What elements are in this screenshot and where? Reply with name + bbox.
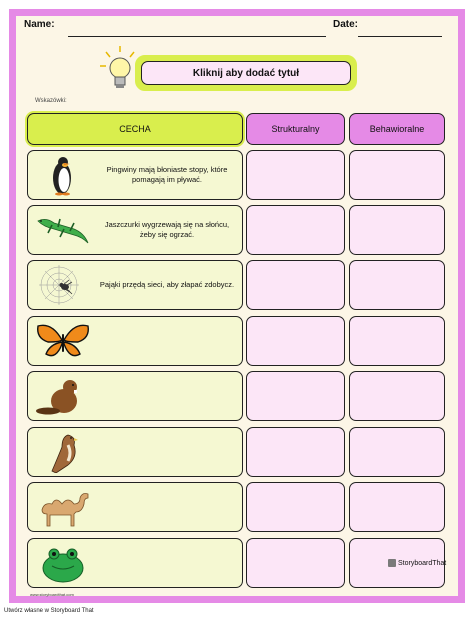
feature-text: Pingwiny mają błoniaste stopy, które pomagają im pływać. xyxy=(106,164,228,184)
penguin-icon xyxy=(34,154,92,196)
structural-cell[interactable] xyxy=(246,482,345,532)
date-field[interactable] xyxy=(358,36,442,37)
feature-cell[interactable] xyxy=(27,260,243,310)
feature-cell[interactable] xyxy=(27,371,243,421)
frog-icon xyxy=(34,542,92,584)
feature-cell[interactable] xyxy=(27,316,243,366)
worksheet-title[interactable]: Kliknij aby dodać tytuł xyxy=(141,61,351,85)
hint-label: Wskazówki: xyxy=(35,98,67,104)
column-header-behavioral: Behawioralne xyxy=(349,113,445,145)
feature-text: Jaszczurki wygrzewają się na słońcu, żeby się ogrzać. xyxy=(104,219,230,239)
feature-text: Pająki przędą sieci, aby złapać zdobycz. xyxy=(99,279,235,289)
behavioral-cell[interactable] xyxy=(349,316,445,366)
logo-text: StoryboardThat xyxy=(398,559,447,567)
feature-cell[interactable] xyxy=(27,205,243,255)
structural-cell[interactable] xyxy=(246,150,345,200)
behavioral-cell[interactable] xyxy=(349,205,445,255)
feature-cell[interactable] xyxy=(27,150,243,200)
column-header-structural: Strukturalny xyxy=(246,113,345,145)
name-field[interactable] xyxy=(68,36,326,37)
behavioral-cell[interactable] xyxy=(349,150,445,200)
date-label: Date: xyxy=(333,19,359,30)
storyboardthat-logo xyxy=(388,558,448,568)
structural-cell[interactable] xyxy=(246,427,345,477)
storyboardthat-logo-icon xyxy=(388,559,396,567)
website-url: www.storyboardthat.com xyxy=(30,592,74,597)
structural-cell[interactable] xyxy=(246,371,345,421)
name-label: Name: xyxy=(24,19,55,30)
feature-cell[interactable] xyxy=(27,482,243,532)
structural-cell[interactable] xyxy=(246,205,345,255)
lizard-icon xyxy=(34,209,92,251)
behavioral-cell[interactable] xyxy=(349,260,445,310)
title-box[interactable] xyxy=(135,55,357,91)
structural-cell[interactable] xyxy=(246,538,345,588)
camel-icon xyxy=(34,486,92,528)
structural-cell[interactable] xyxy=(246,316,345,366)
behavioral-cell[interactable] xyxy=(349,371,445,421)
column-header-feature: CECHA xyxy=(27,113,243,145)
feature-cell[interactable] xyxy=(27,538,243,588)
beaver-icon xyxy=(34,375,92,417)
butterfly-icon xyxy=(34,320,92,362)
behavioral-cell[interactable] xyxy=(349,427,445,477)
behavioral-cell[interactable] xyxy=(349,482,445,532)
hawk-icon xyxy=(34,431,92,473)
footer-credit[interactable]: Utwórz własne w Storyboard That xyxy=(4,608,94,614)
feature-cell[interactable] xyxy=(27,427,243,477)
structural-cell[interactable] xyxy=(246,260,345,310)
spider-icon xyxy=(34,264,92,306)
